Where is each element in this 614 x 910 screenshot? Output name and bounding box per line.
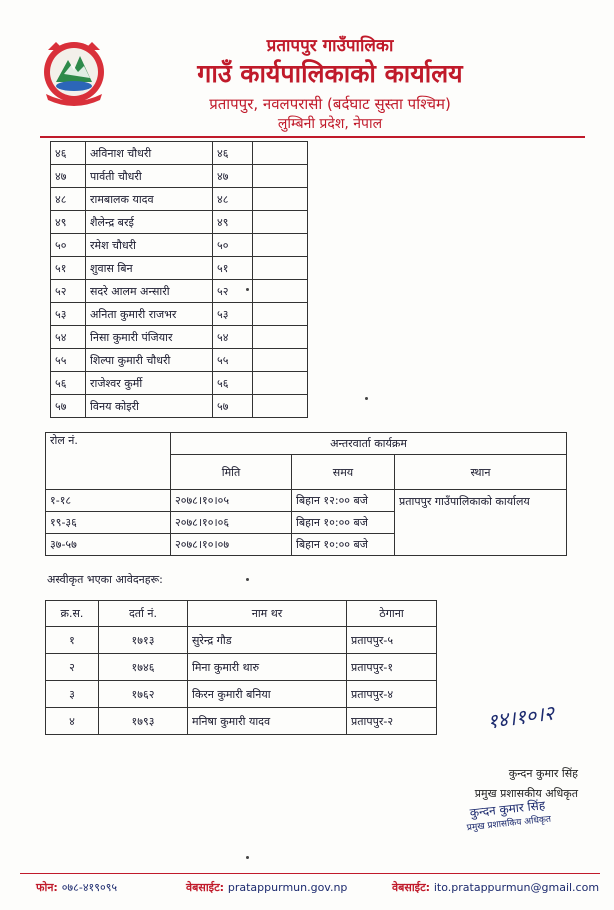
official-stamp — [465, 798, 552, 837]
applicant-blank-cell — [253, 234, 308, 257]
schedule-time: बिहान १२:०० बजे — [292, 490, 395, 512]
rejected-sn-header: क्र.स. — [46, 601, 99, 627]
rejected-row — [46, 681, 437, 708]
rejected-address: प्रतापपुर-५ — [347, 627, 437, 654]
signatory-title: प्रमुख प्रशासकीय अधिकृत — [474, 787, 578, 800]
rejected-applications-table — [45, 600, 437, 735]
rejected-name: सुरेन्द्र गौड — [188, 627, 347, 654]
applicant-row — [51, 349, 308, 372]
rejected-name-header: नाम थर — [188, 601, 347, 627]
applicant-roll: ५१ — [213, 257, 253, 280]
applicant-row — [51, 257, 308, 280]
interview-schedule-table — [45, 432, 567, 556]
office-address: प्रतापपुर, नवलपरासी (बर्दघाट सुस्ता पश्चिम) — [209, 95, 451, 113]
applicant-blank-cell — [253, 188, 308, 211]
applicant-sn: ५७ — [51, 395, 86, 418]
applicant-roll: ५६ — [213, 372, 253, 395]
footer-website — [186, 880, 347, 895]
handwritten-date-signature: १४।१०।२ — [485, 700, 556, 734]
applicant-name: शिल्पा कुमारी चौधरी — [86, 349, 213, 372]
applicant-row — [51, 303, 308, 326]
applicant-name: शैलेन्द्र बरई — [86, 211, 213, 234]
rejected-sn: ३ — [46, 681, 99, 708]
scan-speck — [246, 578, 249, 581]
applicant-roll: ५० — [213, 234, 253, 257]
applicant-row — [51, 188, 308, 211]
program-header: अन्तरवार्ता कार्यक्रम — [171, 433, 567, 455]
rejected-name: मनिषा कुमारी यादव — [188, 708, 347, 735]
applicant-roll: ४९ — [213, 211, 253, 234]
rejected-reg: १७९३ — [99, 708, 188, 735]
applicant-sn: ४८ — [51, 188, 86, 211]
rejected-reg: १७१३ — [99, 627, 188, 654]
place-header: स्थान — [395, 455, 567, 490]
applicant-sn: ५५ — [51, 349, 86, 372]
date-header: मिति — [171, 455, 292, 490]
roll-header: रोल नं. — [46, 433, 171, 490]
phone-number: ०७८-४१९०९५ — [61, 881, 118, 894]
rejected-row — [46, 654, 437, 681]
rejected-address-header: ठेगाना — [347, 601, 437, 627]
applicant-roll: ५२ — [213, 280, 253, 303]
applicant-row — [51, 234, 308, 257]
applicant-sn: ५० — [51, 234, 86, 257]
rejected-address: प्रतापपुर-१ — [347, 654, 437, 681]
applicant-blank-cell — [253, 326, 308, 349]
stamp-name: कुन्दन कुमार सिंह — [469, 798, 546, 820]
applicant-sn: ५४ — [51, 326, 86, 349]
header-divider — [40, 136, 585, 138]
applicant-row — [51, 165, 308, 188]
schedule-time: बिहान १०:०० बजे — [292, 512, 395, 534]
rejected-row — [46, 627, 437, 654]
email-link[interactable]: ito.pratappurmun@gmail.com — [433, 881, 600, 894]
applicant-sn: ५१ — [51, 257, 86, 280]
applicant-sn: ४६ — [51, 142, 86, 165]
applicant-name: अनिता कुमारी राजभर — [86, 303, 213, 326]
applicant-name: निसा कुमारी पंजियार — [86, 326, 213, 349]
office-title: गाउँ कार्यपालिकाको कार्यालय — [197, 59, 463, 88]
schedule-row — [46, 490, 567, 512]
rejected-sn: २ — [46, 654, 99, 681]
applicant-roll: ५४ — [213, 326, 253, 349]
schedule-roll: ३७-५७ — [46, 534, 171, 556]
applicant-row — [51, 372, 308, 395]
phone-label: फोन: — [36, 881, 58, 894]
applicant-blank-cell — [253, 372, 308, 395]
applicant-row — [51, 280, 308, 303]
rejected-row — [46, 708, 437, 735]
applicant-roll: ५५ — [213, 349, 253, 372]
applicant-name: रमेश चौधरी — [86, 234, 213, 257]
rejected-name: किरन कुमारी बनिया — [188, 681, 347, 708]
scan-speck — [246, 856, 249, 859]
footer-divider — [20, 873, 600, 874]
nepal-emblem-logo — [34, 34, 114, 106]
applicant-sn: ४९ — [51, 211, 86, 234]
rejected-reg: १७६२ — [99, 681, 188, 708]
applicant-row — [51, 395, 308, 418]
applicant-blank-cell — [253, 211, 308, 234]
footer-email — [392, 880, 599, 895]
schedule-place: प्रतापपुर गाउँपालिकाको कार्यालय — [395, 490, 567, 556]
rejected-section-title: अस्वीकृत भएका आवेदनहरू: — [47, 573, 163, 586]
applicant-sn: ५२ — [51, 280, 86, 303]
signatory-name: कुन्दन कुमार सिंह — [508, 767, 578, 780]
applicant-name: विनय कोइरी — [86, 395, 213, 418]
rejected-name: मिना कुमारी थारु — [188, 654, 347, 681]
applicant-blank-cell — [253, 142, 308, 165]
scan-speck — [246, 288, 249, 291]
province-line: लुम्बिनी प्रदेश, नेपाल — [277, 116, 383, 132]
applicant-roll: ४८ — [213, 188, 253, 211]
rejected-reg: १७४६ — [99, 654, 188, 681]
schedule-roll: १९-३६ — [46, 512, 171, 534]
applicant-name: सदरे आलम अन्सारी — [86, 280, 213, 303]
website-link[interactable]: pratappurmun.gov.np — [227, 881, 348, 894]
applicant-sn: ५६ — [51, 372, 86, 395]
applicant-list-table — [50, 141, 308, 418]
applicant-sn: ४७ — [51, 165, 86, 188]
rejected-address: प्रतापपुर-२ — [347, 708, 437, 735]
applicant-roll: ५३ — [213, 303, 253, 326]
applicant-blank-cell — [253, 395, 308, 418]
schedule-date: २०७८।१०।०७ — [171, 534, 292, 556]
schedule-time: बिहान १०:०० बजे — [292, 534, 395, 556]
scan-speck — [365, 397, 368, 400]
municipality-name: प्रतापपुर गाउँपालिका — [266, 36, 394, 56]
time-header: समय — [292, 455, 395, 490]
applicant-row — [51, 326, 308, 349]
schedule-date: २०७८।१०।०५ — [171, 490, 292, 512]
stamp-title: प्रमुख प्रशासकिय अधिकृत — [466, 814, 552, 834]
applicant-sn: ५३ — [51, 303, 86, 326]
website-label: वेबसाईट: — [186, 881, 225, 894]
rejected-sn: १ — [46, 627, 99, 654]
schedule-roll: १-१८ — [46, 490, 171, 512]
footer-phone — [36, 880, 117, 895]
applicant-row — [51, 142, 308, 165]
applicant-blank-cell — [253, 349, 308, 372]
applicant-name: राजेश्वर कुर्मी — [86, 372, 213, 395]
applicant-roll: ५७ — [213, 395, 253, 418]
rejected-reg-header: दर्ता नं. — [99, 601, 188, 627]
applicant-roll: ४६ — [213, 142, 253, 165]
schedule-date: २०७८।१०।०६ — [171, 512, 292, 534]
applicant-name: शुवास बिन — [86, 257, 213, 280]
rejected-sn: ४ — [46, 708, 99, 735]
applicant-name: पार्वती चौधरी — [86, 165, 213, 188]
applicant-name: रामबालक यादव — [86, 188, 213, 211]
applicant-blank-cell — [253, 257, 308, 280]
applicant-blank-cell — [253, 165, 308, 188]
email-label: वेबसाईट: — [392, 881, 431, 894]
applicant-blank-cell — [253, 280, 308, 303]
rejected-address: प्रतापपुर-४ — [347, 681, 437, 708]
applicant-name: अविनाश चौधरी — [86, 142, 213, 165]
applicant-blank-cell — [253, 303, 308, 326]
applicant-row — [51, 211, 308, 234]
applicant-roll: ४७ — [213, 165, 253, 188]
